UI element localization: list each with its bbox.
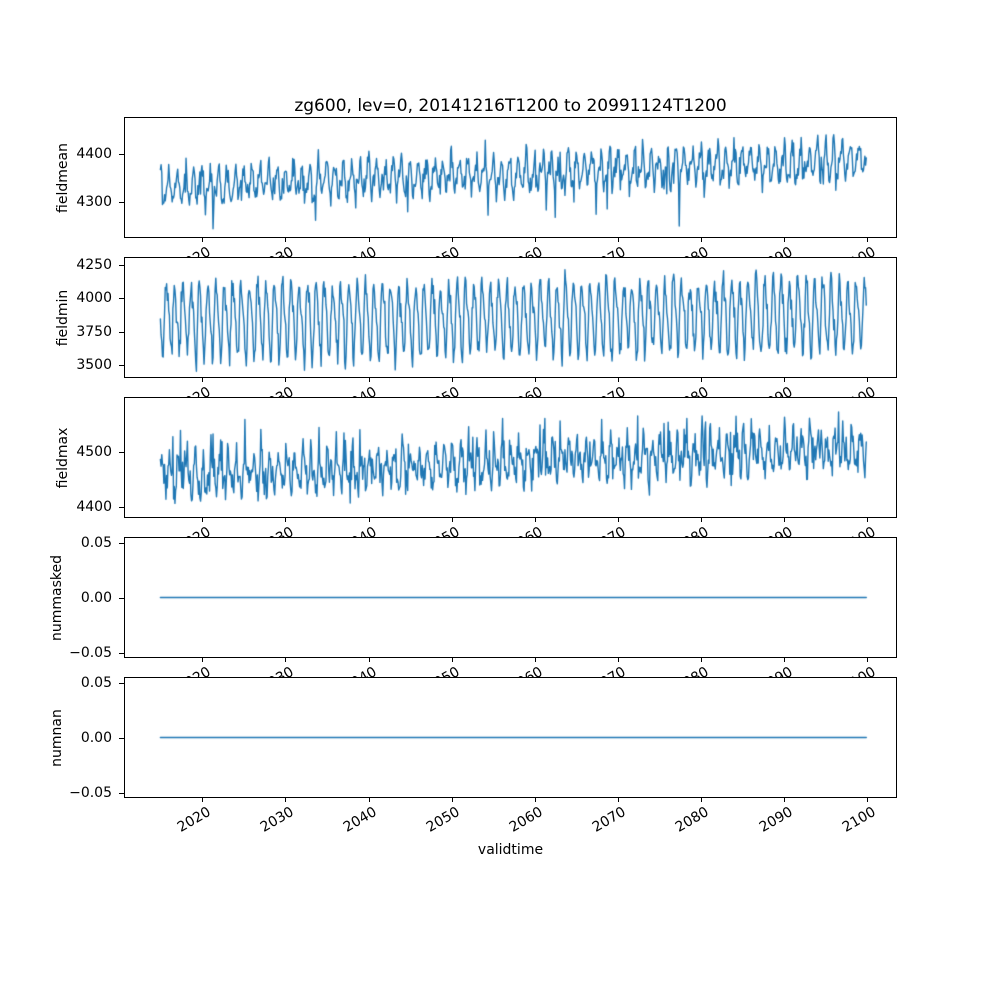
x-tick (285, 518, 286, 522)
x-tick (701, 518, 702, 522)
y-axis-label-fieldmean: fieldmean (55, 142, 71, 213)
x-tick (784, 798, 785, 802)
x-tick (369, 518, 370, 522)
x-tick (784, 518, 785, 522)
y-tick-label: 0.00 (80, 589, 112, 606)
x-tick (285, 798, 286, 802)
y-tick (119, 543, 124, 544)
y-tick-label: 3500 (76, 356, 112, 373)
y-tick (119, 653, 124, 654)
x-tick (285, 658, 286, 662)
y-tick (119, 683, 124, 684)
subplot-fieldmin (0, 257, 1000, 378)
x-axis-label: validtime (477, 842, 544, 858)
x-tick (369, 798, 370, 802)
x-tick (784, 658, 785, 662)
x-tick (701, 798, 702, 802)
x-tick (867, 378, 868, 382)
y-tick-label: 4000 (76, 290, 112, 307)
x-tick (202, 658, 203, 662)
x-tick (618, 798, 619, 802)
plot-area-numnan (124, 677, 897, 798)
fieldmean-line-series (125, 118, 896, 237)
x-tick-label: 2050 (423, 804, 463, 836)
x-tick-label: 2030 (257, 804, 297, 836)
y-tick-label: 3750 (76, 323, 112, 340)
y-tick-label: 0.05 (80, 534, 112, 551)
y-axis-label-nummasked: nummasked (49, 554, 65, 641)
x-tick (701, 378, 702, 382)
y-tick (119, 452, 124, 453)
x-tick (285, 378, 286, 382)
x-tick (618, 658, 619, 662)
plot-area-fieldmean (124, 117, 897, 238)
x-tick (867, 518, 868, 522)
y-axis-label-fieldmin: fieldmin (55, 289, 71, 346)
nummasked-line-series (125, 538, 896, 657)
x-tick (535, 798, 536, 802)
plot-area-nummasked (124, 537, 897, 658)
y-tick (119, 332, 124, 333)
y-tick (119, 507, 124, 508)
x-tick (202, 238, 203, 242)
x-tick (369, 238, 370, 242)
x-tick (867, 798, 868, 802)
x-tick (535, 238, 536, 242)
y-tick-label: −0.05 (69, 784, 112, 801)
subplot-numnan (0, 674, 1000, 836)
x-tick-label: 2070 (590, 804, 629, 836)
x-tick (867, 658, 868, 662)
y-tick (119, 738, 124, 739)
x-tick-label: 2060 (506, 804, 546, 836)
y-tick (119, 202, 124, 203)
plot-area-fieldmax (124, 397, 897, 518)
y-tick (119, 365, 124, 366)
subplot-nummasked (0, 534, 1000, 661)
x-tick (202, 798, 203, 802)
x-tick (701, 238, 702, 242)
x-tick-label: 2020 (174, 804, 214, 836)
x-tick (535, 658, 536, 662)
fieldmin-line-series (125, 258, 896, 377)
x-tick (784, 238, 785, 242)
y-tick (119, 154, 124, 155)
numnan-line-series (125, 678, 896, 797)
x-tick-label: 2080 (673, 804, 713, 836)
y-axis-label-numnan: numnan (49, 708, 65, 767)
plot-area-fieldmin (124, 257, 897, 378)
y-axis-label-fieldmax: fieldmax (55, 427, 71, 488)
x-tick (618, 518, 619, 522)
x-tick-label: 2040 (340, 804, 380, 836)
x-tick (618, 238, 619, 242)
y-tick-label: 0.05 (80, 674, 112, 691)
x-tick (452, 658, 453, 662)
x-tick (784, 378, 785, 382)
y-tick-label: 4500 (76, 444, 112, 460)
x-tick (452, 378, 453, 382)
y-tick-label: 4300 (76, 194, 112, 210)
x-tick (202, 518, 203, 522)
x-tick (867, 238, 868, 242)
y-tick (119, 598, 124, 599)
y-tick-label: 0.00 (80, 729, 112, 746)
y-tick (119, 298, 124, 299)
y-tick-label: 4250 (76, 257, 112, 273)
subplot-fieldmean (0, 117, 1000, 238)
x-tick (701, 658, 702, 662)
chart-title: zg600, lev=0, 20141216T1200 to 20991124T1200 (294, 96, 727, 116)
x-tick-label: 2090 (756, 804, 796, 836)
y-tick-label: 4400 (76, 499, 112, 515)
y-tick-label: 4400 (76, 146, 112, 162)
x-tick (535, 378, 536, 382)
x-tick (452, 238, 453, 242)
x-tick (452, 518, 453, 522)
x-tick (369, 658, 370, 662)
x-tick (202, 378, 203, 382)
x-tick (535, 518, 536, 522)
x-tick (369, 378, 370, 382)
subplot-fieldmax (0, 397, 1000, 518)
y-tick-label: −0.05 (69, 644, 112, 661)
x-tick (618, 378, 619, 382)
x-tick (285, 238, 286, 242)
y-tick (119, 265, 124, 266)
x-tick-label: 2100 (839, 804, 879, 836)
y-tick (119, 793, 124, 794)
x-tick (452, 798, 453, 802)
fieldmax-line-series (125, 398, 896, 517)
